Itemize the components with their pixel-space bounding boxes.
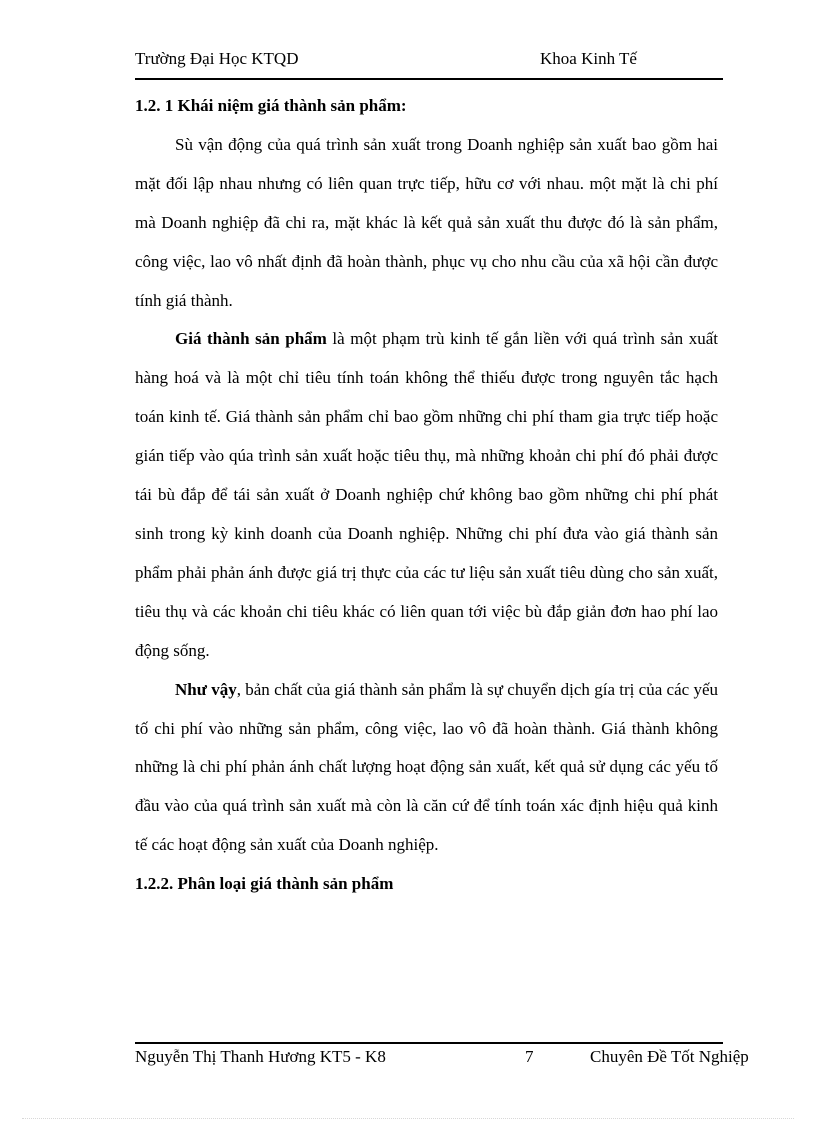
- page-bottom-border: [22, 1118, 794, 1119]
- footer-doc-type: Chuyên Đề Tốt Nghiệp: [590, 1047, 749, 1066]
- document-body: [135, 87, 718, 904]
- header-school: Trường Đại Học KTQD: [135, 49, 299, 68]
- page-footer: [135, 1047, 775, 1071]
- section-heading-1-2-2: 1.2.2. Phân loại giá thành sản phẩm: [135, 874, 394, 894]
- paragraph-3-text: , bản chất của giá thành sản phẩm là sự chuyển dịch gía trị của các yếu tố chi phí vào những sản phẩm, công việc, lao vô đã hoàn thành. Giá thành không những là chi phí phản ánh chất lượng hoạt động sản xuất, kết quả sử dụng các yếu tố đầu vào của quá trình sản xuất mà còn là căn cứ để tính toán xác định hiệu quả kinh tế các hoạt động sản xuất của Doanh nghiệp.: [135, 679, 718, 855]
- paragraph-2: [135, 320, 718, 670]
- paragraph-3-term: Như vậy: [175, 679, 237, 699]
- paragraph-3: [135, 671, 718, 866]
- footer-divider: [135, 1042, 723, 1044]
- page-header: [135, 49, 723, 73]
- footer-page-number: 7: [525, 1047, 534, 1066]
- section-heading-1-2-1: 1.2. 1 Khái niệm giá thành sản phẩm:: [135, 96, 407, 115]
- paragraph-2-term: Giá thành sản phẩm: [175, 329, 327, 349]
- footer-author: Nguyễn Thị Thanh Hương KT5 - K8: [135, 1047, 386, 1066]
- header-faculty: Khoa Kinh Tế: [540, 49, 637, 68]
- header-divider: [135, 78, 723, 80]
- paragraph-2-text: là một phạm trù kinh tế gắn liền với quá trình sản xuất hàng hoá và là một chỉ tiêu tính toán không thể thiếu được trong nguyên tắc hạch toán kinh tế. Giá thành sản phẩm chỉ bao gồm những chi phí tham gia trực tiếp hoặc gián tiếp vào qúa trình sản xuất hoặc tiêu thụ, mà những khoản chi phí đó phải được tái bù đắp để tái sản xuất ở Doanh nghiệp chứ không bao gồm những chi phí phát sinh trong kỳ kinh doanh của Doanh nghiệp. Những chi phí đưa vào giá thành sản phẩm phải phản ánh được giá trị thực của các tư liệu sản xuất tiêu dùng cho sản xuất, tiêu thụ và các khoản chi tiêu khác có liên quan tới việc bù đắp giản đơn hao phí lao động sống.: [135, 329, 718, 660]
- paragraph-1: Sù vận động của quá trình sản xuất trong Doanh nghiệp sản xuất bao gồm hai mặt đối lập nhau nhưng có liên quan trực tiếp, hữu cơ với nhau. một mặt là chi phí mà Doanh nghiệp đã chi ra, mặt khác là kết quả sản xuất thu được đó là sản phẩm, công việc, lao vô nhất định đã hoàn thành, phục vụ cho nhu cầu của xã hội cần được tính giá thành.: [135, 134, 718, 310]
